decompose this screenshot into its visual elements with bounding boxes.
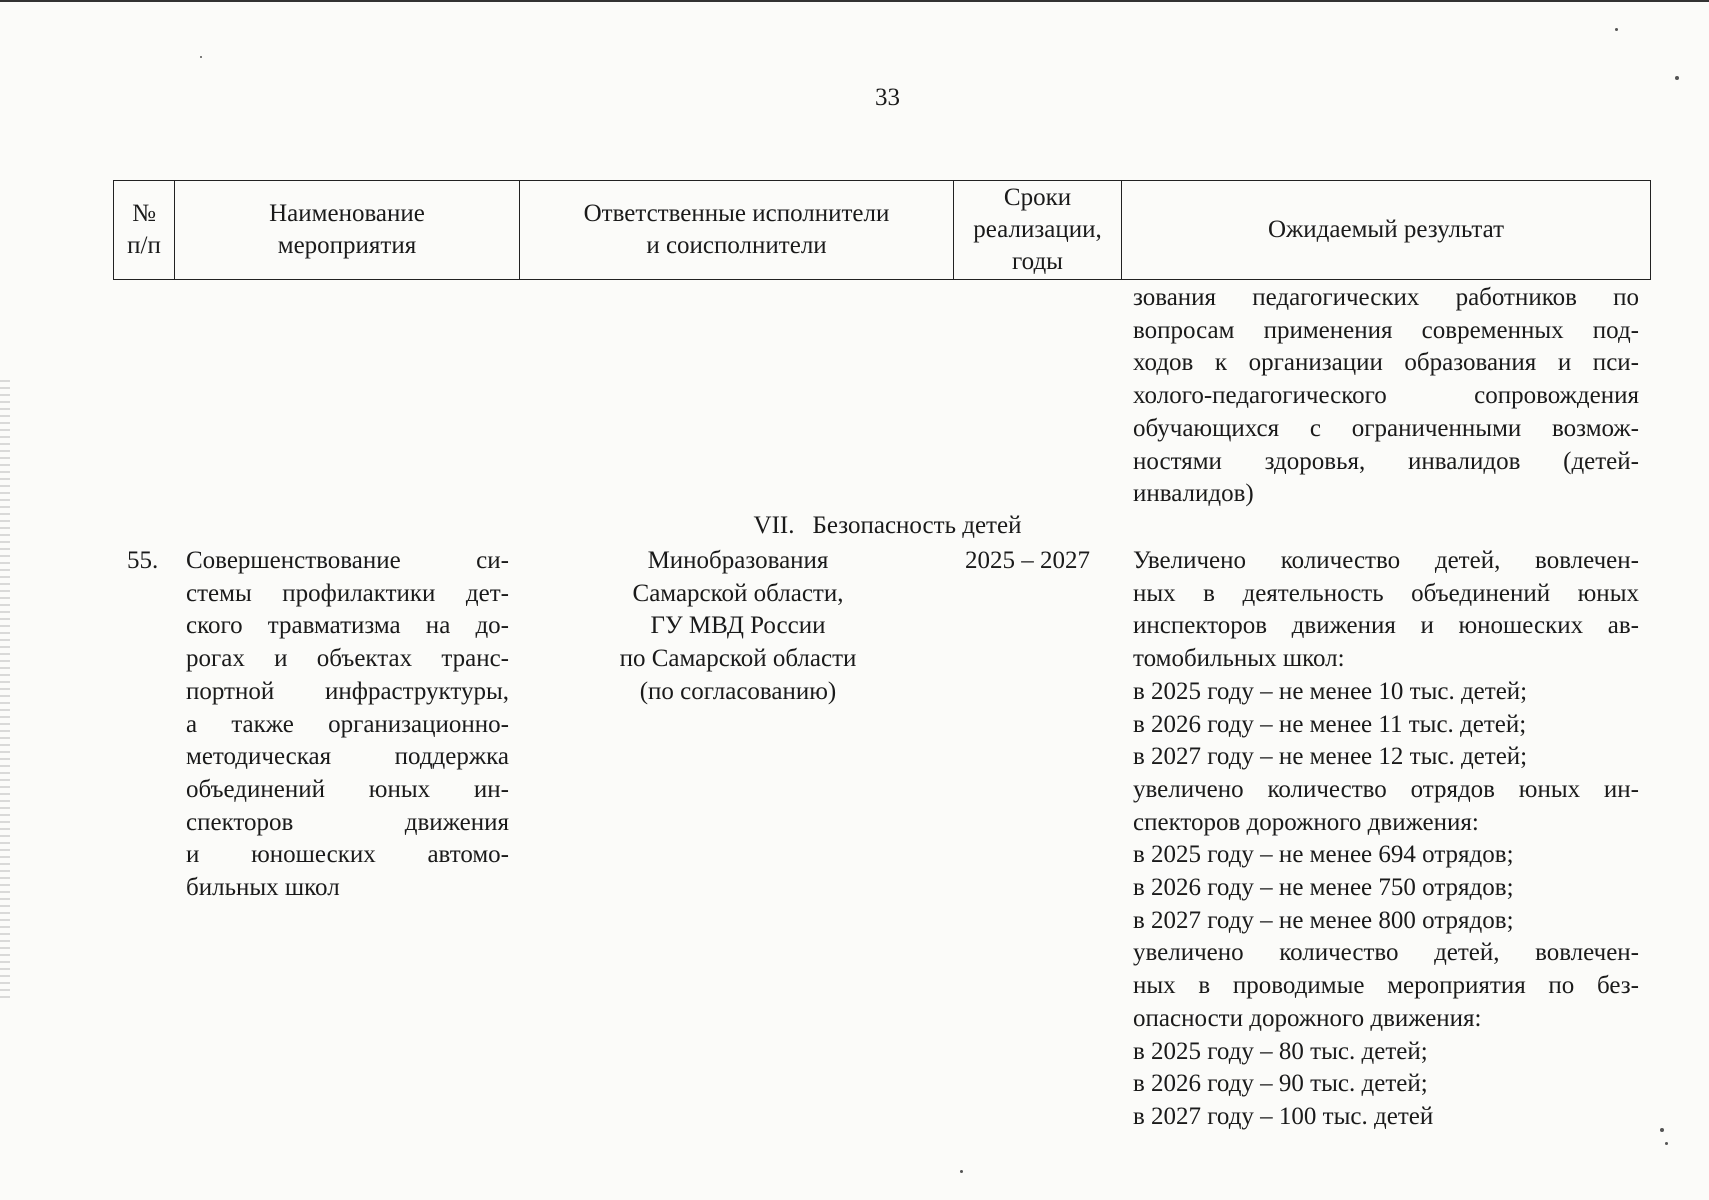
row-terms: 2025 – 2027 [965, 547, 1090, 574]
result-line: вопросам применения современных под- [1133, 316, 1639, 344]
executor-line: по Самарской области [619, 645, 857, 673]
result-line: в 2026 году – не менее 11 тыс. детей; [1133, 710, 1527, 738]
activity-name-line: а также организационно- [186, 710, 509, 738]
result-line: холого-педагогического сопровождения [1133, 382, 1639, 410]
result-line: Увеличено количество детей, вовлечен- [1133, 547, 1639, 574]
page-number: 33 [875, 84, 900, 111]
activity-name-line: спекторов движения [186, 808, 509, 836]
result-line: в 2027 году – 100 тыс. детей [1133, 1102, 1434, 1130]
header-col-name-line: мероприятия [277, 232, 417, 259]
activity-name-line: и юношеских автомо- [186, 841, 509, 869]
scan-speck [960, 1170, 963, 1173]
header-col-terms-line: годы [1012, 248, 1063, 275]
result-line: обучающихся с ограниченными возмож- [1133, 414, 1639, 442]
activity-name-line: объединений юных ин- [186, 775, 509, 803]
activity-name-line: портной инфраструктуры, [186, 677, 509, 705]
result-line: томобильных школ: [1133, 645, 1345, 673]
header-col-terms [954, 181, 1122, 280]
header-col-executors [520, 181, 954, 280]
activity-name-line: бильных школ [186, 874, 340, 902]
scan-speck [1660, 1128, 1664, 1132]
executor-line: Минобразования [647, 547, 829, 574]
section-number: VII. [753, 512, 795, 539]
result-line: в 2027 году – не менее 12 тыс. детей; [1133, 743, 1528, 771]
header-col-number-line: № [132, 200, 156, 227]
result-line: зования педагогических работников по [1133, 284, 1639, 311]
header-col-executors-line: и соисполнители [646, 232, 827, 259]
scan-top-edge [0, 0, 1709, 2]
scan-speck [1615, 28, 1618, 31]
header-col-name [175, 181, 520, 280]
result-line: увеличено количество детей, вовлечен- [1133, 939, 1639, 967]
executor-line: (по согласованию) [639, 677, 837, 705]
activity-name-line: Совершенствование си- [186, 547, 509, 574]
activity-name-line: методическая поддержка [186, 743, 509, 771]
header-col-number [114, 181, 175, 280]
header-col-terms-line: реализации, [973, 216, 1102, 243]
result-line: спекторов дорожного движения: [1133, 808, 1479, 836]
section-title-text: Безопасность детей [812, 512, 1022, 539]
header-col-name-line: Наименование [269, 200, 425, 227]
continued-result-text [1133, 282, 1639, 511]
result-line: увеличено количество отрядов юных ин- [1133, 775, 1639, 803]
row-activity-name [186, 545, 509, 905]
result-line: ностями здоровья, инвалидов (детей- [1133, 447, 1639, 475]
result-line: в 2025 году – не менее 10 тыс. детей; [1133, 677, 1528, 705]
header-col-executors-line: Ответственные исполнители [583, 200, 890, 227]
result-line: ходов к организации образования и пси- [1133, 349, 1639, 377]
header-col-result: Ожидаемый результат [1122, 181, 1651, 280]
result-line: в 2025 году – 80 тыс. детей; [1133, 1037, 1428, 1065]
executor-line: Самарской области, [632, 579, 844, 607]
result-line: в 2026 году – 90 тыс. детей; [1133, 1070, 1428, 1098]
row-expected-result [1133, 545, 1639, 1134]
row-number: 55. [127, 547, 159, 574]
table-header [113, 180, 1651, 280]
result-line: в 2027 году – не менее 800 отрядов; [1133, 906, 1514, 934]
scan-speck [1665, 1142, 1668, 1145]
result-line: ных в деятельность объединений юных [1133, 579, 1639, 607]
activity-name-line: ского травматизма на до- [186, 612, 509, 640]
activity-name-line: стемы профилактики дет- [186, 579, 509, 607]
header-col-terms-line: Сроки [1003, 184, 1072, 211]
header-col-number-line: п/п [127, 232, 161, 259]
row-executors [583, 545, 893, 709]
scan-speck [200, 56, 202, 58]
result-line: в 2026 году – не менее 750 отрядов; [1133, 874, 1514, 902]
section-title [0, 510, 1709, 542]
result-line: инспекторов движения и юношеских ав- [1133, 612, 1639, 640]
scan-speck [1675, 76, 1679, 80]
result-line: ных в проводимые мероприятия по без- [1133, 972, 1639, 1000]
result-line: инвалидов) [1133, 480, 1254, 508]
executor-line: ГУ МВД России [650, 612, 826, 640]
result-line: в 2025 году – не менее 694 отрядов; [1133, 841, 1514, 869]
scan-edge-noise [0, 380, 10, 1000]
activity-name-line: рогах и объектах транс- [186, 645, 509, 673]
result-line: опасности дорожного движения: [1133, 1004, 1482, 1032]
